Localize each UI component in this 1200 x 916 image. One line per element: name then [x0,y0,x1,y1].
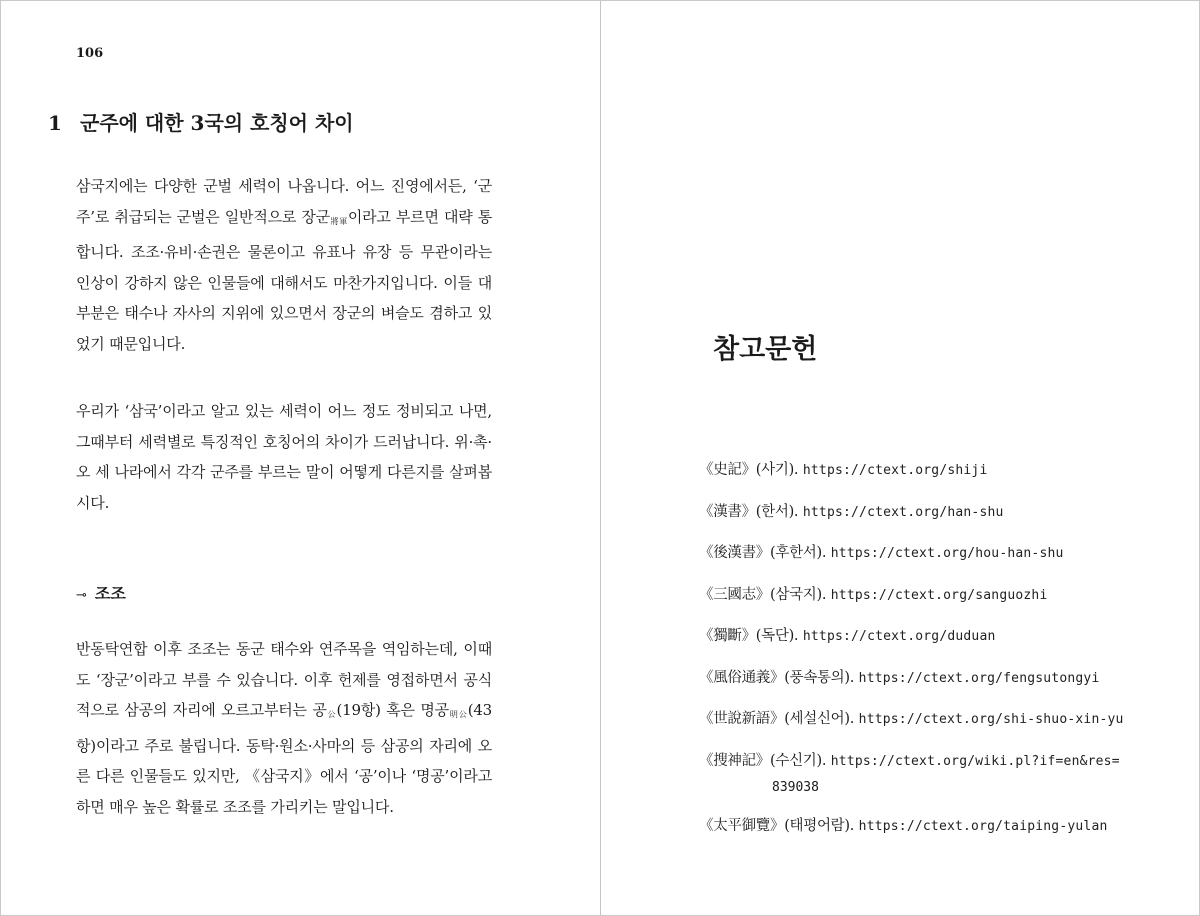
paragraph-3-text-b: (19항) 혹은 명공 [336,701,449,720]
subheading-jojo [76,581,126,604]
reference-url-continuation[interactable]: 839038 [772,779,819,795]
subheading-text: 조조 [94,584,126,603]
reference-title: 《搜神記》(수신기). [699,752,827,769]
reference-url-link[interactable]: https://ctext.org/han-shu [802,504,1004,520]
page-number: 106 [76,46,104,61]
reference-item [699,499,1169,526]
reference-url-link[interactable]: https://ctext.org/sanguozhi [830,587,1048,603]
reference-title: 《世說新語》(세설신어). [699,711,855,727]
hanja-annotation-myeonggong: 明公 [448,710,468,720]
reference-item [699,623,1169,650]
reference-url-link[interactable]: https://ctext.org/hou-han-shu [830,546,1064,561]
reference-item [699,457,1169,484]
reference-url-link[interactable]: https://ctext.org/taiping-yulan [858,819,1108,834]
body-paragraph-3 [76,634,492,823]
reference-url-link[interactable]: https://ctext.org/shi-shuo-xin-yu [858,712,1124,727]
reference-title: 《風俗通義》(풍속통의). [699,669,855,686]
reference-title: 《漢書》(한서). [699,503,799,520]
body-paragraph-2: 우리가 ‘삼국’이라고 알고 있는 세력이 어느 정도 정비되고 나면, 그때부터 세력별로 특징적인 호칭어의 차이가 드러납니다. 위·촉·오 세 나라에서 각각 군주를 부르는 말이 어떻게 다른지를 살펴봅시다. [76,402,492,512]
reference-item [699,582,1169,609]
reference-item [699,665,1169,692]
references-title: 참고문헌 [713,334,818,365]
reference-title: 《太平御覽》(태평어람). [699,818,855,834]
right-page [601,1,1199,915]
section-title: 군주에 대한 3국의 호칭어 차이 [80,111,354,135]
reference-title: 《後漢書》(후한서). [699,545,827,561]
reference-item [699,813,1169,840]
pointer-icon: ⊸ [76,588,87,603]
reference-url-link[interactable]: https://ctext.org/shiji [802,463,988,478]
reference-url-link[interactable]: https://ctext.org/duduan [802,629,996,644]
paragraph-3-text-a: 반동탁연합 이후 조조는 동군 태수와 연주목을 역임하는데, 이때도 ‘장군’이라고 부를 수 있습니다. 이후 헌제를 영접하면서 공식적으로 삼공의 자리에 오르고부터는 공 [76,640,492,720]
hanja-annotation-janggun: 將軍 [329,216,348,226]
hanja-annotation-gong: 公 [326,710,337,720]
body-paragraph-1 [76,171,492,360]
section-number: 1 [48,111,62,135]
reference-title: 《獨斷》(독단). [699,628,799,644]
reference-url-link[interactable]: https://ctext.org/wiki.pl?if=en&res= [830,753,1120,769]
reference-title: 《三國志》(삼국지). [699,586,827,603]
reference-item [699,706,1169,733]
reference-item [699,748,1169,799]
reference-item [699,540,1169,567]
left-page [1,1,600,915]
paragraph-1-text-a: 삼국지에는 다양한 군벌 세력이 나옵니다. 어느 진영에서든, ‘군주’로 취급되는 군벌은 일반적으로 장군 [76,177,492,226]
reference-title: 《史記》(사기). [699,462,799,478]
paragraph-3-text-c: (43항)이라고 주로 불립니다. 동탁·원소·사마의 등 삼공의 자리에 오른 다른 인물들도 있지만, 《삼국지》에서 ‘공’이나 ‘명공’이라고 하면 매우 높은 확률로 조조를 가리키는 말입니다. [76,701,493,816]
paragraph-1-text-b: 이라고 부르면 대략 통합니다. 조조·유비·손권은 물론이고 유표나 유장 등 무관이라는 인상이 강하지 않은 인물들에 대해서도 마찬가지입니다. 이들 대부분은 태수나 자사의 지위에 있으면서 장군의 벼슬도 겸하고 있었기 때문입니다. [76,207,492,353]
section-heading [48,107,354,136]
reference-list [699,457,1169,855]
reference-url-link[interactable]: https://ctext.org/fengsutongyi [858,670,1100,686]
